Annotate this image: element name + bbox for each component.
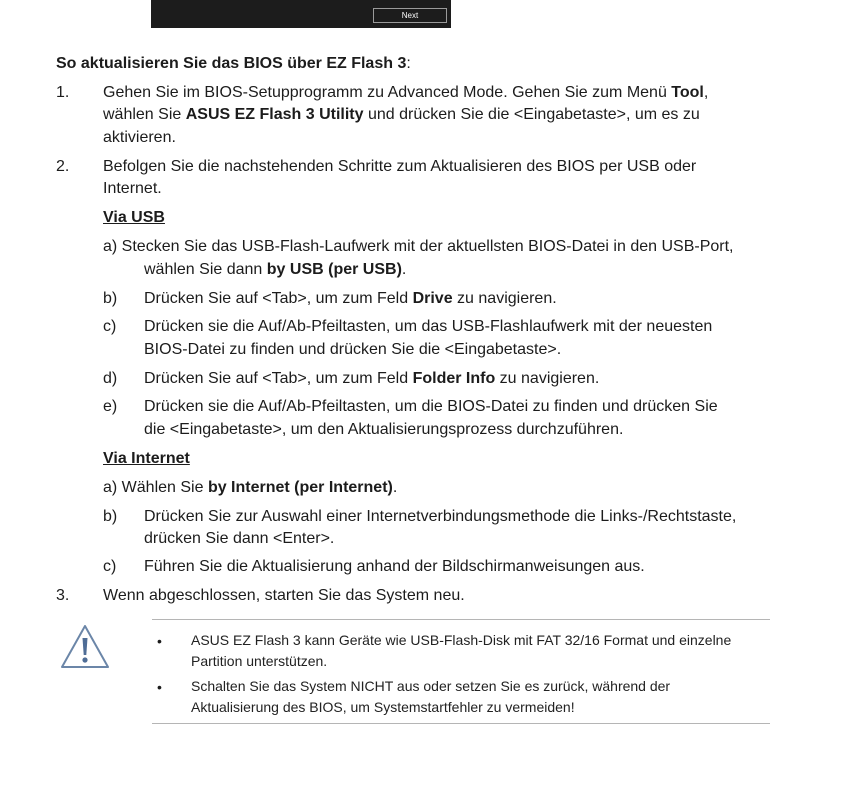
internet-step-a-line: a) Wählen Sie by Internet (per Internet). <box>103 479 398 496</box>
internet-step-b-letter: b) <box>103 508 118 525</box>
note-top-rule <box>152 619 770 620</box>
step-1-number: 1. <box>56 84 70 101</box>
note-bullet-1: • <box>157 633 162 649</box>
note-bullet-2: • <box>157 679 162 695</box>
internet-step-b-line-1: Drücken Sie zur Auswahl einer Internetverbindungsmethode die Links-/Rechtstaste, <box>144 508 737 525</box>
internet-step-c-line: Führen Sie die Aktualisierung anhand der Bildschirmanweisungen aus. <box>144 558 645 575</box>
step-2-line-1: Befolgen Sie die nachstehenden Schritte zum Aktualisieren des BIOS per USB oder <box>103 158 697 175</box>
internet-step-c-letter: c) <box>103 558 117 575</box>
usb-step-c-line-2: BIOS-Datei zu finden und drücken Sie die <Eingabetaste>. <box>144 341 562 358</box>
usb-step-a-line-1: a) Stecken Sie das USB-Flash-Laufwerk mit der aktuellsten BIOS-Datei in den USB-Port, <box>103 238 734 255</box>
section-heading: So aktualisieren Sie das BIOS über EZ Flash 3: <box>56 55 411 72</box>
next-button[interactable]: Next <box>373 8 447 23</box>
usb-step-e-letter: e) <box>103 398 118 415</box>
note-2-line-1: Schalten Sie das System NICHT aus oder setzen Sie es zurück, während der <box>191 678 671 694</box>
step-2-line-2: Internet. <box>103 180 162 197</box>
usb-step-d-letter: d) <box>103 370 118 387</box>
step-3-number: 3. <box>56 587 70 604</box>
step-1-line-2: wählen Sie ASUS EZ Flash 3 Utility und drücken Sie die <Eingabetaste>, um es zu <box>103 106 700 123</box>
step-1-line-1: Gehen Sie im BIOS-Setupprogramm zu Advanced Mode. Gehen Sie zum Menü Tool, <box>103 84 709 101</box>
internet-step-b-line-2: drücken Sie dann <Enter>. <box>144 530 335 547</box>
usb-step-c-line-1: Drücken sie die Auf/Ab-Pfeiltasten, um das USB-Flashlaufwerk mit der neuesten <box>144 318 713 335</box>
via-internet-heading: Via Internet <box>103 450 190 467</box>
note-1-line-2: Partition unterstützen. <box>191 653 328 669</box>
usb-step-d-line: Drücken Sie auf <Tab>, um zum Feld Folder Info zu navigieren. <box>144 370 600 387</box>
usb-step-c-letter: c) <box>103 318 117 335</box>
usb-step-e-line-2: die <Eingabetaste>, um den Aktualisierungsprozess durchzuführen. <box>144 421 624 438</box>
step-2-number: 2. <box>56 158 70 175</box>
note-1-line-1: ASUS EZ Flash 3 kann Geräte wie USB-Flash-Disk mit FAT 32/16 Format und einzelne <box>191 632 732 648</box>
usb-step-a-line-2: wählen Sie dann by USB (per USB). <box>144 261 407 278</box>
via-usb-heading: Via USB <box>103 209 165 226</box>
step-3-line: Wenn abgeschlossen, starten Sie das System neu. <box>103 587 465 604</box>
step-1-line-3: aktivieren. <box>103 129 176 146</box>
usb-step-b-line: Drücken Sie auf <Tab>, um zum Feld Drive zu navigieren. <box>144 290 557 307</box>
note-bottom-rule <box>152 723 770 724</box>
usb-step-e-line-1: Drücken sie die Auf/Ab-Pfeiltasten, um die BIOS-Datei zu finden und drücken Sie <box>144 398 718 415</box>
usb-step-b-letter: b) <box>103 290 118 307</box>
warning-icon <box>60 624 110 670</box>
note-2-line-2: Aktualisierung des BIOS, um Systemstartfehler zu vermeiden! <box>191 699 575 715</box>
